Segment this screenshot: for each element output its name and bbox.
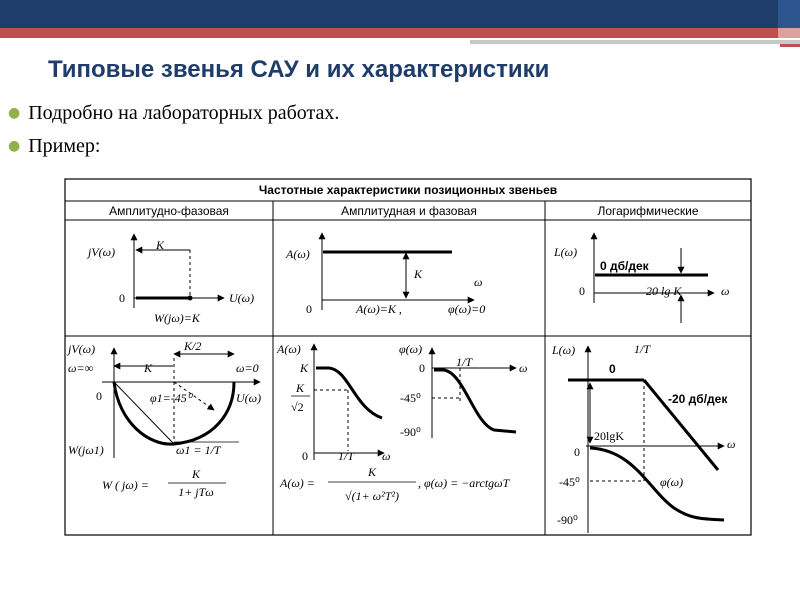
row2-amplitude-phase-plot [66,339,261,499]
r2c1-x-axis-label: U(ω) [236,391,262,405]
bullet-text: Пример: [28,135,101,157]
r2c1-w1-label: ω1 = 1/T [176,443,221,457]
r2c2-phi-zero-label: 0 [419,361,425,375]
bullet-item [8,131,339,164]
header-band-dark [0,0,800,28]
r2c1-k2-label: K/2 [184,339,202,353]
r2c3-zero-top-label: 0 [609,362,616,376]
r2c3-slope-label: -20 дб/дек [668,392,728,406]
r2c1-phi-label: φ1=-45⁰ [150,391,192,405]
r1c1-formula: W(jω)=K [154,311,200,325]
r1c3-zero-label: 0 [579,284,585,298]
row1-logarithmic-plot [553,233,729,323]
row1-amplitude-phase-plot [86,234,254,325]
slide-title: Типовые звенья САУ и их характеристики [48,56,550,83]
r2c1-w-zero-label: ω=0 [236,361,259,375]
r2c1-y-axis-label: jV(ω) [68,342,96,356]
r2c2-formula-right: , φ(ω) = −arctgωT [418,476,510,490]
header-logarithmic: Логарифмические [597,204,699,218]
r2c3-1t-label: 1/T [634,342,651,356]
frequency-characteristics-table [64,178,754,538]
r2c3-level-label: 20lgK [594,429,624,443]
row1-amplitude-phase-functions [285,233,485,316]
r2c3-m45-label: -45⁰ [559,475,580,489]
r1c2-formula-phi: φ(ω)=0 [448,302,486,316]
bullet-dot-icon: ● [8,105,21,121]
r2c3-phi-label: φ(ω) [660,475,684,489]
r1c2-y-axis-label: A(ω) [286,247,310,261]
header-rule-accent [780,44,800,47]
r2c1-formula-den: 1+ jTω [178,485,214,499]
r2c3-m90-label: -90⁰ [557,513,578,527]
r1c1-k-label: K [156,238,165,252]
r2c1-formula-num: K [191,467,201,481]
r1c3-w-label: ω [721,284,730,298]
r1c2-k-label: K [414,267,423,281]
header-band-red [0,28,800,38]
r1c3-level-label: 20 lg K [646,284,682,298]
r2c1-formula-left: W ( jω) = [102,478,149,492]
r2c2-formula-den: √(1+ ω²T²) [344,489,400,503]
r1c2-zero-label: 0 [306,302,312,316]
header-amplitude-phase: Амплитудно-фазовая [109,204,229,218]
r2c2-ks-den: √2 [291,400,304,414]
r2c1-k-label: K [144,361,153,375]
header-band-red-edge [778,28,800,38]
bullet-item [8,98,339,131]
r2c2-phi-w-label: ω [519,361,528,375]
r2c2-m90-label: -90⁰ [400,425,421,439]
r2c2-1t-label: 1/T [338,449,355,463]
r2c2-phi-1t-label: 1/T [456,355,473,369]
r2c1-zero-label: 0 [96,389,102,403]
r2c3-y-axis-label: L(ω) [552,343,576,357]
header-amplitude-and-phase: Амплитудная и фазовая [341,204,477,218]
r2c2-zero-label: 0 [302,449,308,463]
r2c2-w-label: ω [382,449,391,463]
r2c2-phi-axis-label: φ(ω) [399,342,423,356]
r2c2-m45-label: -45⁰ [400,391,421,405]
r1c1-y-axis-label: jV(ω) [88,245,116,259]
r2c2-a-axis-label: A(ω) [277,342,301,356]
r2c2-k-label: K [300,361,309,375]
r1c3-slope-label: 0 дб/дек [600,259,649,273]
r2c2-ks-num: K [296,381,305,395]
r1c1-zero-label: 0 [119,291,125,305]
bullet-list [8,98,339,164]
r2c1-point-label: W(jω1) [68,443,104,457]
row2-amplitude-phase-functions [276,342,527,503]
r2c3-phi-zero-label: 0 [574,445,580,459]
header-band-dark-edge [778,0,800,28]
r1c1-x-axis-label: U(ω) [229,291,255,305]
bullet-dot-icon: ● [8,138,21,154]
table-title: Частотные характеристики позиционных звеньев [258,183,558,197]
bullet-text: Подробно на лабораторных работах. [28,102,340,124]
r2c2-formula-left: A(ω) = [280,476,315,490]
row2-logarithmic-plot [551,342,735,533]
header-rule [470,40,800,44]
r2c1-w-inf-label: ω=∞ [68,361,94,375]
r2c2-formula-num: K [367,465,377,479]
table-figure [64,178,754,538]
r1c2-formula-a: A(ω)=K , [356,302,402,316]
r2c3-w-label: ω [727,437,736,451]
r1c3-y-axis-label: L(ω) [554,245,578,259]
r1c2-w-label: ω [474,275,483,289]
